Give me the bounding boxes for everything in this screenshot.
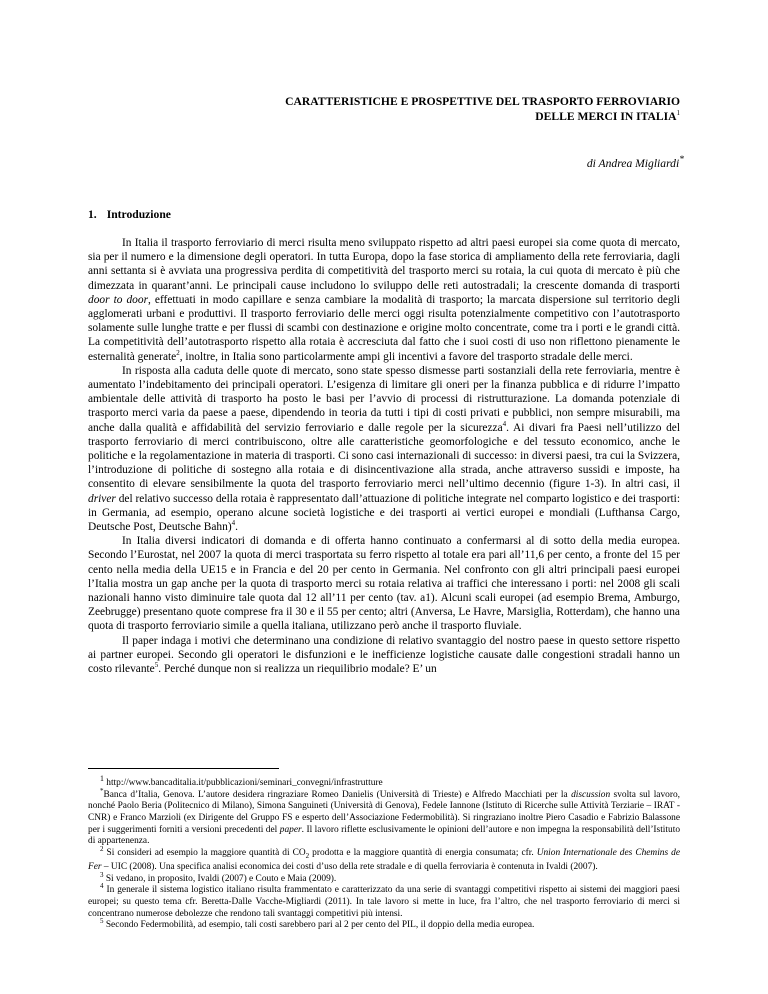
footnote-4: $^4$ In generale il sistema logistico italiano risulta frammentato e caratterizzato da una serie di svantaggi competitivi rispetto ai sistemi dei maggiori paesi europei; su questo tema cfr. Beretta-Dalle Vacche-Migliardi (2011). In tale lavoro si mette in luce, fra l’altro, che nel trasporto ferroviario di merci si concentrano numerose debolezze che rendono tali svantaggi competitivi più intensi. bbox=[88, 882, 680, 919]
author-line: di Andrea Migliardi* bbox=[586, 154, 684, 170]
paragraph-1: In Italia il trasporto ferroviario di merci risulta meno sviluppato rispetto ad altri paesi europei sia come quota di mercato, sia per il numero e la dimensione degli operatori. In tutta Europa, dopo la fase storica di ampliamento della rete ferroviaria, dagli anni settanta si è avviata una progressiva perdita di competitività del trasporto merci su rotaia, la cui quota di mercato è più che dimezzata in quarant’anni. Le principali cause includono lo sviluppo delle reti autostradali; la crescente domanda di trasporti door to door, effettuati in modo capillare e senza cambiare la modalità di trasporto; la marcata dispersione sul territorio degli agglomerati urbani e produttivi. Il trasporto ferroviario delle merci oggi risulta potenzialmente competitivo con l’autotrasporto solamente sulle lunghe tratte e per flussi di scambi con destinazione e origine molto concentrate, come tra i porti e le grandi città. La competitività dell’autotrasporto rispetto alla rotaia è accresciuta dal fatto che i suoi costi di uso non riflettono pienamente le esternalità generate$^2$, inoltre, in Italia sono particolarmente ampi gli incentivi a favore del trasporto stradale delle merci. bbox=[88, 237, 680, 363]
footnote-ref: 4 bbox=[502, 419, 507, 428]
section-title: Introduzione bbox=[106, 208, 171, 221]
footnote-author: *Banca d’Italia, Genova. L’autore desidera ringraziare Romeo Danielis (Università di Trieste) e Alfredo Macchiati per la discussion svolta sul lavoro, nonché Paolo Beria (Politecnico di Milano), Simona Sanguineti (Università di Genova), Fedele Iannone (Istituto di Ricerche sulle Attività Terziarie – IRAT - CNR) e Franco Marzioli (ex Dirigente del Gruppo FS e esperto dell’Associazione Federmobilità). Si ringraziano inoltre Piero Casadio e Fabrizio Balassone per i suggerimenti forniti a versioni precedenti del paper. Il lavoro riflette esclusivamente le opinioni dell’autore e non impegna la responsabilità dell’Istituto di appartenenza. bbox=[88, 786, 681, 847]
footnote-ref: 4 bbox=[231, 519, 236, 528]
footnote-separator bbox=[88, 768, 279, 769]
footnote-ref: 2 bbox=[176, 348, 180, 357]
section-number: 1. bbox=[88, 208, 97, 221]
title-line-1: CARATTERISTICHE E PROSPETTIVE DEL TRASPORTO FERROVIARIO bbox=[285, 95, 680, 108]
footnote-5: $^5$ Secondo Federmobilità, ad esempio, tali costi sarebbero pari al 2 per cento del PIL, il doppio della media europea. bbox=[100, 917, 535, 931]
author-footnote-mark: * bbox=[679, 154, 684, 165]
body-text bbox=[88, 236, 680, 676]
title-footnote-mark: 1 bbox=[676, 108, 680, 117]
title-line-2: DELLE MERCI IN ITALIA$^1$ bbox=[535, 108, 680, 123]
section-heading bbox=[88, 208, 171, 221]
footnote-ref: 5 bbox=[154, 661, 159, 670]
footnote-3: $^3$ Si vedano, in proposito, Ivaldi (2007) e Couto e Maia (2009). bbox=[100, 870, 337, 884]
footnote-2: $^2$ Si consideri ad esempio la maggiore quantità di $CO_2$ prodotta e la maggiore quantità di energia consumata; cfr. Union Internationale des Chemins de Fer – UIC (2008). Una specifica analisi economica dei costi d’uso della rete stradale e di quella ferroviaria è contenuta in Ivaldi (2007). bbox=[88, 844, 681, 873]
document-title bbox=[285, 95, 680, 124]
paragraph-4: Il paper indaga i motivi che determinano una condizione di relativo svantaggio del nostro paese in questo settore rispetto ai partner europei. Secondo gli operatori le disfunzioni e le inefficienze logistiche causate dalle congestioni stradali hanno un costo rilevante$^5$. Perché dunque non si realizza un riequilibrio modale? E’ un bbox=[88, 634, 680, 676]
footnote-1: $^1$ http://www.bancaditalia.it/pubblicazioni/seminari_convegni/infrastrutture bbox=[100, 774, 383, 789]
paragraph-3: In Italia diversi indicatori di domanda e di offerta hanno continuato a confermarsi al di sotto della media europea. Secondo l’Eurostat, nel 2007 la quota di merci trasportata su ferro rispetto al totale era pari all’11,6 per cento, a fronte del 15 per cento nella media della UE15 e in Francia e del 20 per cento in Germania. Nel confronto con gli altri principali paesi europei l’Italia mostra un gap anche per la quota di trasporto merci su rotaia relativa ai traffici che interessano i porti: nel 2008 gli scali nazionali hanno visto diminuire tale quota dal 12 all’11 per cento (tav. a1). Alcuni scali europei (ad esempio Brema, Amburgo, Zeebrugge) presentano quote comprese fra il 30 e il 55 per cento; altri (Anversa, Le Havre, Marsiglia, Rotterdam), che hanno una quota di trasporto ferroviario simile a quella italiana, utilizzano però anche il trasporto fluviale. bbox=[88, 535, 680, 633]
paragraph-2: In risposta alla caduta delle quote di mercato, sono state spesso dismesse parti sostanziali della rete ferroviaria, mentre è aumentato l’indebitamento dei principali operatori. L’esigenza di limitare gli oneri per la finanza pubblica e di ridurre l’impatto ambientale delle attività di trasporto ha posto le basi per l’avvio di processi di ristrutturazione. La domanda potenziale di trasporto merci varia da paese a paese, dipendendo in teoria da tutti i tipi di costi privati e pubblici, non sempre misurabili, ma anche dalla qualità e affidabilità del servizio ferroviario e dalle regole per la sicurezza$^4$. Ai divari fra Paesi nell’utilizzo del trasporto ferroviario di merci contribuiscono, oltre alle caratteristiche geomorfologiche e del tessuto economico, anche le politiche e la regolamentazione in materia di trasporti. Ci sono casi internazionali di successo: in diversi paesi, tra cui la Svizzera, l’introduzione di politiche di sostegno alla rotaia e di disincentivazione alla strada, anche attraverso sussidi e imposte, ha consentito di elevare sensibilmente la quota del trasporto ferroviario merci nell’ultimo decennio (figure 1-3). In altri casi, il driver del relativo successo della rotaia è rappresentato dall’attuazione di politiche integrate nel comparto logistico e dei trasporti: in Germania, ad esempio, operano alcune società logistiche e dei trasporti ai vertici europei e mondiali (Lufthansa Cargo, Deutsche Post, Deutsche Bahn)$^4$. bbox=[88, 364, 681, 534]
footnotes bbox=[88, 773, 680, 932]
